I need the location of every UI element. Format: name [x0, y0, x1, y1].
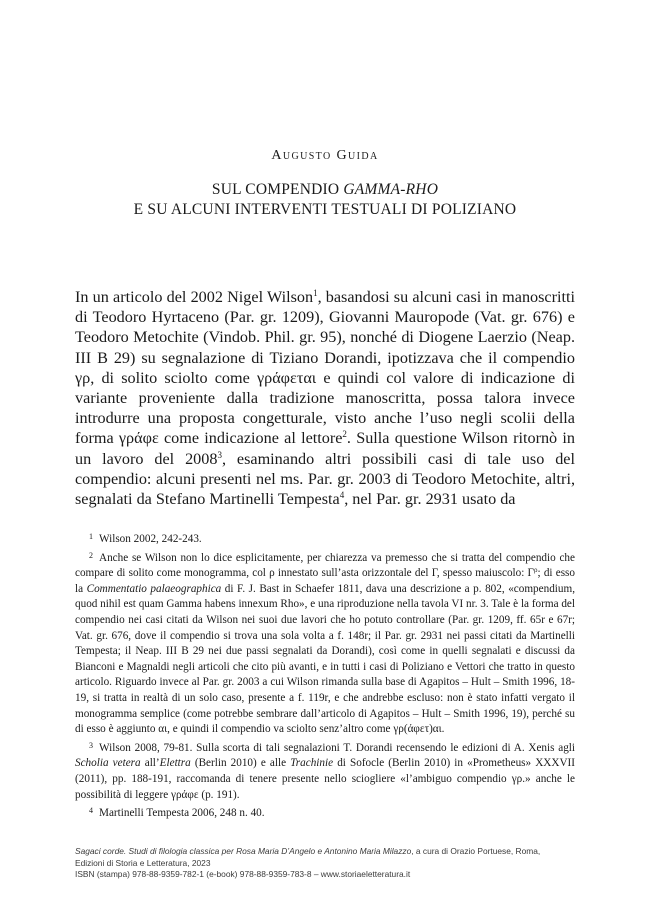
- footnote-3: [75, 738, 575, 803]
- paragraph: [75, 287, 575, 509]
- footnote-4: [75, 803, 575, 822]
- footnote-ref-3: 3: [217, 449, 222, 460]
- footnote-text: ; di esso la: [75, 567, 575, 595]
- footnote-italic: Elettra: [159, 757, 191, 770]
- article-title: [0, 180, 650, 220]
- monogram-superscript: ρ: [534, 566, 538, 575]
- footnote-text: Wilson 2008, 79-81. Sulla scorta di tali segnalazioni T. Dorandi recensendo le edizioni di A. Xenis agli: [99, 741, 575, 754]
- footnote-ref-4: 4: [339, 490, 345, 501]
- footer-line-2: Edizioni di Storia e Letteratura, 2023: [75, 857, 211, 868]
- title-italic: GAMMA-RHO: [343, 181, 439, 198]
- footer-line-1: [75, 846, 595, 858]
- footnote-italic: Trachinie: [290, 757, 334, 770]
- footnote-text: Anche se Wilson non lo dice esplicitamente, per chiarezza va premesso che si tratta del compendio che compare di solito come monogramma, col ρ innestato sull’asta orizzontale del Γ, spesso maiuscolo: Γ: [75, 551, 575, 580]
- footnote-text: (Berlin 2010) e alle: [190, 757, 291, 770]
- footnote-italic: Commentatio palaeographica: [86, 582, 222, 595]
- footnote-number: 1: [89, 532, 93, 541]
- footer-book-title: Sagaci corde. Studi di filologia classica per Rosa Maria D’Angelo e Antonino Maria Milazzo: [75, 846, 412, 856]
- text-run: In un articolo del 2002 Nigel Wilson: [75, 288, 314, 306]
- text-run: , nel Par. gr. 2931 usato da: [344, 490, 516, 509]
- footnote-text: di F. J. Bast in Schaefer 1811, dava una descrizione a p. 802, «compendium, quod nihil est quam Gamma habens innexum Rho», e una riproduzione nella tavola VI nr. 3. Tale è la forma del compendio nei casi citati da Wilson nei suoi due lavori che ho potuto controllare (Par. gr. 1209, ff. 65r e 67r; Vat. gr. 676, dove il compendio si trova una sola volta a f. 148r; il Par. gr. 2931 nei passi citati da Martinelli Tempesta; il Neap. III B 29 nei due passi segnalati da Dorandi), così come in quelli segnalati e discussi da Bianconi e Magnaldi negli articoli che cito più avanti, e in tutti i casi di Poliziano e Vettori che tratto in questo articolo. Riguardo invece al Par. gr. 2003 a cui Wilson rimanda sulla base di Agapitos – Hult – Smith 1996, 18-19, si tratta in realtà di un solo caso, presente a f. 119r, e che andrebbe escluso: non è stato infatti vergato il monogramma semplice (come potrebbe sembrare dall’articolo di Agapitos – Hult – Smith 1996, 19), perché su di esso è aggiunto αι, e quindi il compendio va sciolto senz’altro come γρ(άφετ)αι.: [75, 582, 575, 736]
- title-prefix: SUL COMPENDIO: [211, 181, 344, 198]
- footnote-number: 3: [89, 740, 93, 750]
- main-text: [75, 287, 575, 509]
- footnote-text: Martinelli Tempesta 2006, 248 n. 40.: [99, 807, 265, 820]
- author-name: Augusto Guida: [271, 148, 379, 163]
- footer-line-3: ISBN (stampa) 978-88-9359-782-1 (e-book) 978-88-9359-783-8 – www.storiaeletteratura.it: [75, 869, 411, 879]
- footnote-2: [75, 548, 575, 738]
- publication-footer: [75, 846, 595, 881]
- footer-text: , a cura di Orazio Portuese, Roma,: [411, 846, 541, 856]
- text-run: , basandosi su alcuni casi in manoscritti di Teodoro Hyrtaceno (Par. gr. 1209), Giovanni Mauropode (Vat. gr. 676) e Teodoro Metochite (Vindob. Phil. gr. 95), nonché di Diogene Laerzio (Neap. III B 29) su segnalazione di Tiziano Dorandi, ipotizzava che il compendio γρ, di solito sciolto come γράφεται e quindi col valore di indicazione di variante proveniente dalla tradizione manoscritta, possa talora invece introdurre una proposta congetturale, visto anche l’uso negli scolii della forma γράφε come indicazione al lettore: [75, 288, 575, 448]
- footnote-ref-1: 1: [313, 288, 318, 298]
- footnote-italic: Scholia vetera: [75, 757, 141, 770]
- text-run: . Sulla questione Wilson ritornò in un lavoro del 2008: [75, 429, 575, 468]
- footnote-number: 4: [89, 806, 93, 816]
- title-line-2: E SU ALCUNI INTERVENTI TESTUALI DI POLIZIANO: [133, 201, 517, 218]
- footnote-1: [75, 529, 575, 548]
- footnote-text: di Sofocle (Berlin 2010) in «Prometheus» XXXVII (2011), pp. 188-191, raccomanda di tenere presente nello sciogliere «l’ambiguo compendio γρ.» anche le possibilità di leggere γράφε (p. 191).: [75, 757, 575, 801]
- footnote-text: Wilson 2002, 242-243.: [99, 533, 202, 545]
- title-line-1: [0, 180, 650, 200]
- footnotes: [75, 529, 575, 822]
- footnote-ref-2: 2: [342, 429, 347, 440]
- text-run: , esaminando altri possibili casi di tale uso del compendio: alcuni presenti nel ms. Par. gr. 2003 di Teodoro Metochite, altri, segnalati da Stefano Martinelli Tempesta: [75, 449, 575, 509]
- footnote-number: 2: [89, 550, 93, 560]
- footnote-text: all’: [140, 757, 160, 770]
